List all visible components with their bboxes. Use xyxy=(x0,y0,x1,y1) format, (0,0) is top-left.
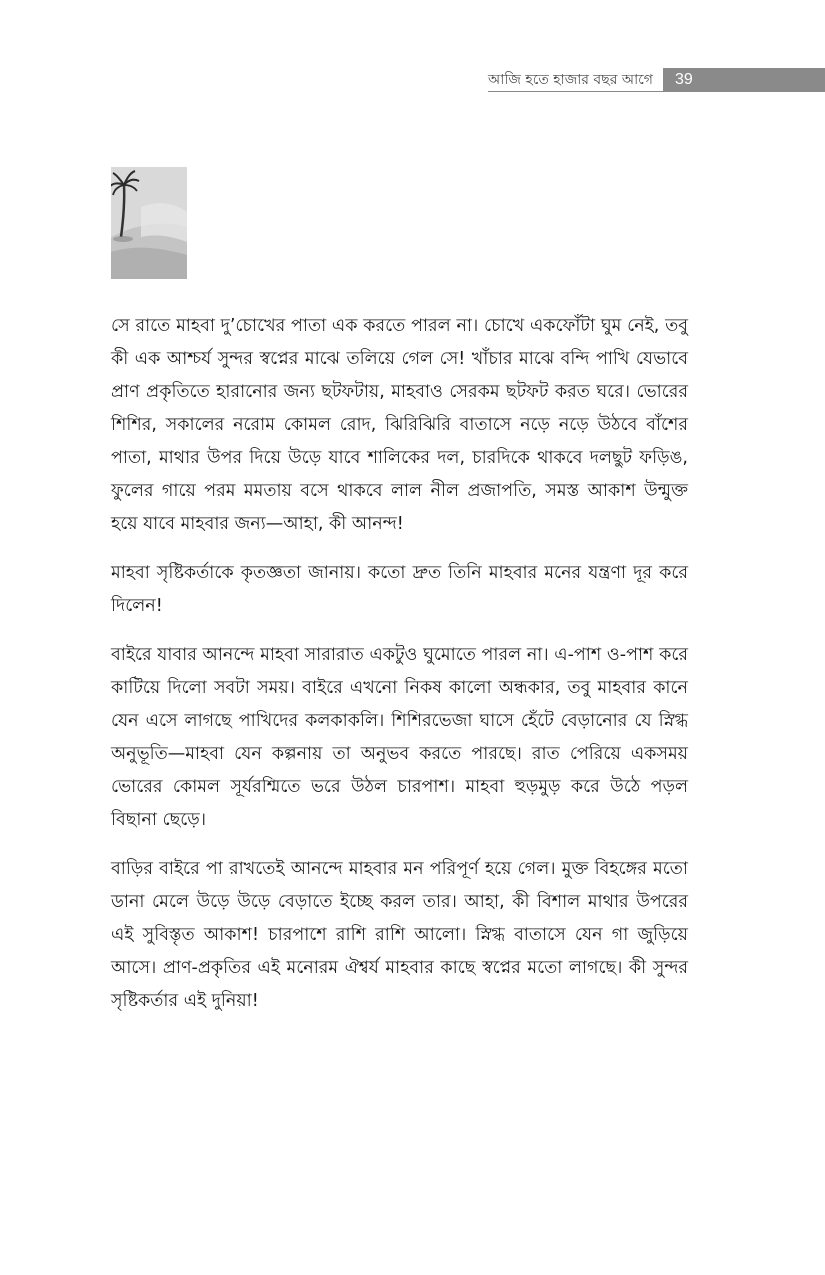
paragraph: মাহবা সৃষ্টিকর্তাকে কৃতজ্ঞতা জানায়। কতো দ্রুত তিনি মাহবার মনের যন্ত্রণা দূর করে দিলেন! xyxy=(111,563,688,616)
paragraph: সে রাতে মাহবা দু’চোখের পাতা এক করতে পারল না। চোখে একফোঁটা ঘুম নেই, তবু কী এক আশ্চর্য সুন্দর স্বপ্নের মাঝে তলিয়ে গেল সে! খাঁচার মাঝে বন্দি পাখি যেভাবে প্রাণ প্রকৃতিতে হারানোর জন্য ছটফটায়, মাহবাও সেরকম ছটফট করত ঘরে। ভোরের শিশির, সকালের নরোম কোমল রোদ, ঝিরিঝিরি বাতাসে নড়ে নড়ে উঠবে বাঁশের পাতা, মাথার উপর দিয়ে উড়ে যাবে শালিকের দল, চারদিকে থাকবে দলছুট ফড়িঙ, ফুলের গায়ে পরম মমতায় বসে থাকবে লাল নীল প্রজাপতি, সমস্ত আকাশ উন্মুক্ত হয়ে যাবে মাহবার জন্য—আহা, কী আনন্দ! xyxy=(111,316,688,534)
running-title: আজি হতে হাজার বছর আগে xyxy=(488,68,663,92)
body-text xyxy=(111,310,688,1034)
page-number: 39 xyxy=(663,68,825,92)
paragraph: বাইরে যাবার আনন্দে মাহবা সারারাত একটুও ঘুমোতে পারল না। এ-পাশ ও-পাশ করে কাটিয়ে দিলো সবটা সময়। বাইরে এখনো নিকষ কালো অন্ধকার, তবু মাহবার কানে যেন এসে লাগছে পাখিদের কলকাকলি। শিশিরভেজা ঘাসে হেঁটে বেড়ানোর যে স্নিগ্ধ অনুভূতি—মাহবা যেন কল্পনায় তা অনুভব করতে পারছে। রাত পেরিয়ে একসময় ভোরের কোমল সূর্যরশ্মিতে ভরে উঠল চারপাশ। মাহবা হুড়মুড় করে উঠে পড়ল বিছানা ছেড়ে। xyxy=(111,645,688,830)
paragraph: বাড়ির বাইরে পা রাখতেই আনন্দে মাহবার মন পরিপূর্ণ হয়ে গেল। মুক্ত বিহঙ্গের মতো ডানা মেলে উড়ে উড়ে বেড়াতে ইচ্ছে করল তার। আহা, কী বিশাল মাথার উপরের এই সুবিস্তৃত আকাশ! চারপাশে রাশি রাশি আলো। স্নিগ্ধ বাতাসে যেন গা জুড়িয়ে আসে। প্রাণ-প্রকৃতির এই মনোরম ঐশ্বর্য মাহবার কাছে স্বপ্নের মতো লাগছে। কী সুন্দর সৃষ্টিকর্তার এই দুনিয়া! xyxy=(111,859,688,1011)
palm-tree-illustration xyxy=(111,167,187,279)
running-header xyxy=(488,68,825,92)
palm-tree-icon xyxy=(111,167,187,279)
